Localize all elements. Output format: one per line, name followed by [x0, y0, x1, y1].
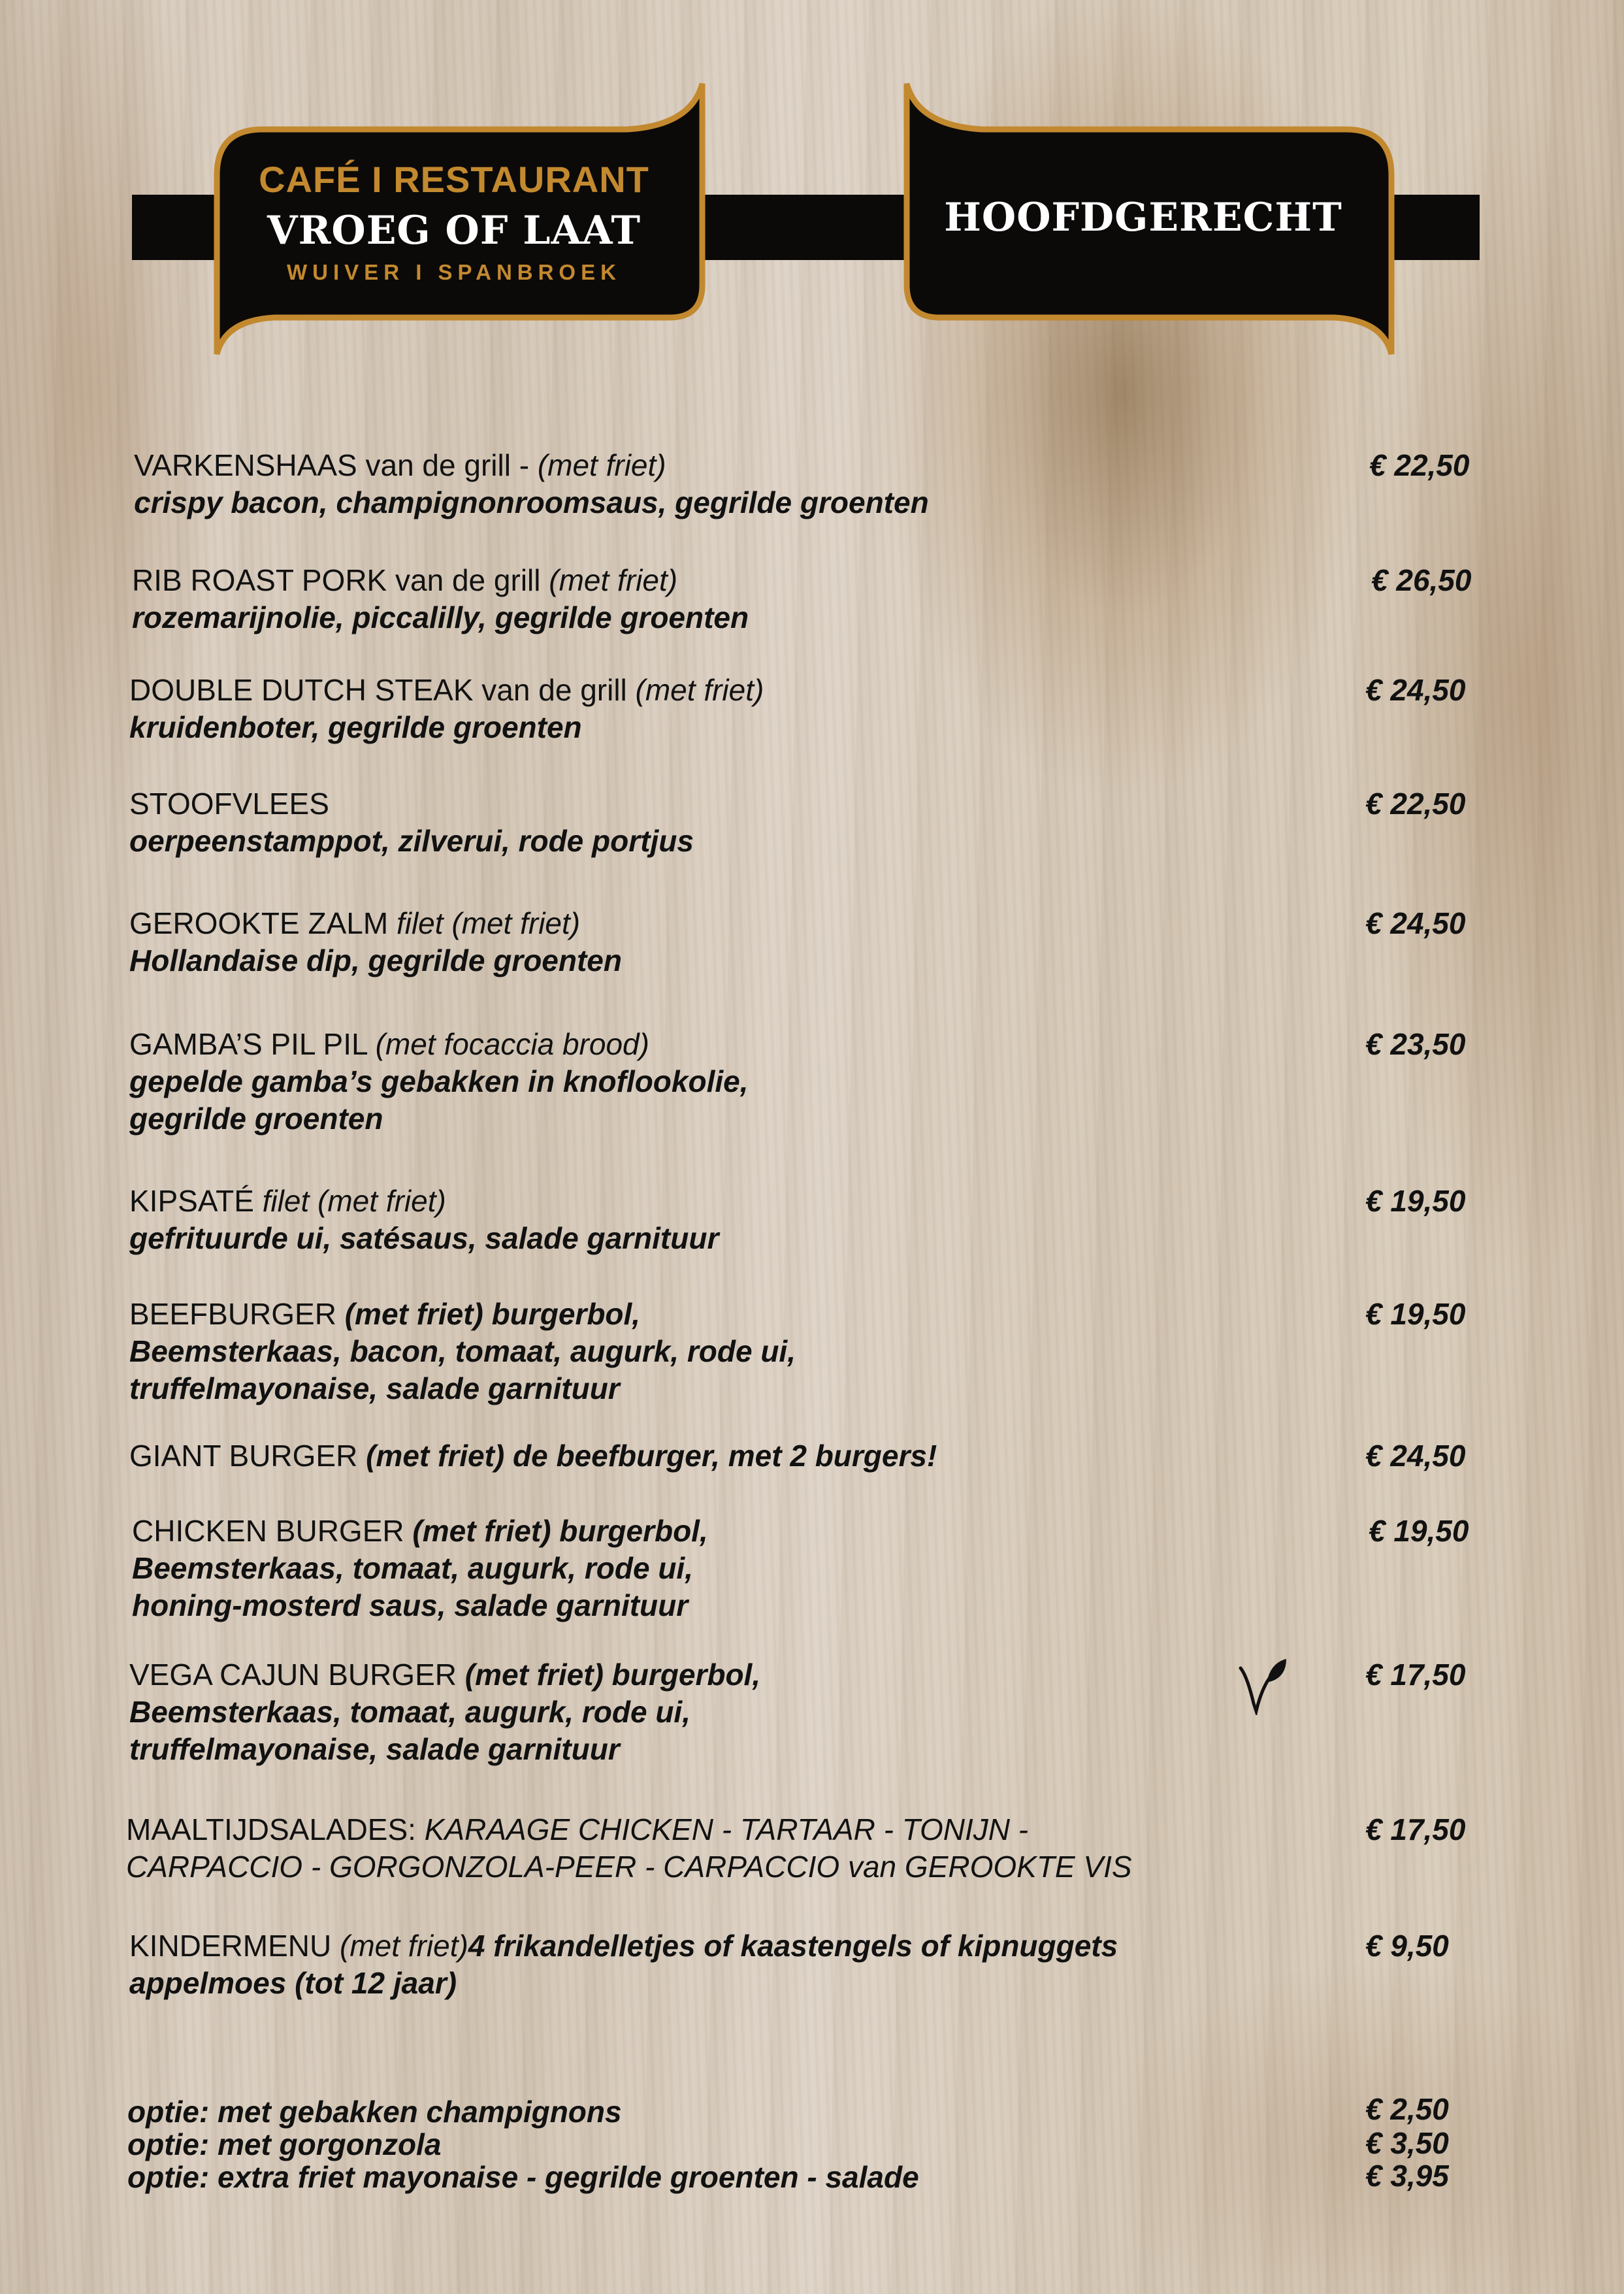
- dish-qualifier: van de grill: [473, 673, 636, 707]
- dish-qualifier: [416, 1812, 425, 1846]
- menu-item-title: [129, 1927, 1118, 1964]
- dish-price: € 19,50: [1369, 1514, 1469, 1548]
- dish-name: VARKENSHAAS: [134, 448, 357, 482]
- dish-qualifier: [254, 1184, 263, 1218]
- dish-description: crispy bacon, champignonroomsaus, gegrilde groenten: [134, 485, 929, 519]
- dish-qualifier: [388, 906, 397, 940]
- menu-item-title: [129, 1296, 640, 1332]
- dish-extra: (met friet) burgerbol,: [344, 1297, 641, 1331]
- dish-price: € 23,50: [1365, 1027, 1466, 1061]
- dish-description: CARPACCIO - GORGONZOLA-PEER - CARPACCIO van GEROOKTE VIS: [126, 1850, 1132, 1884]
- dish-extra: (met friet): [537, 448, 666, 482]
- dish-name: KIPSATÉ: [129, 1184, 254, 1218]
- dish-qualifier: [331, 1929, 340, 1963]
- dish-name: GIANT BURGER: [129, 1439, 358, 1473]
- menu-item-title: [129, 785, 329, 822]
- dish-extra: KARAAGE CHICKEN - TARTAAR - TONIJN -: [424, 1812, 1029, 1846]
- dish-extra: 4 frikandelletjes of kaastengels of kipnuggets: [468, 1929, 1118, 1963]
- menu-item-title: [129, 1437, 937, 1474]
- dish-price: € 26,50: [1371, 563, 1472, 597]
- dish-extra: (met friet) burgerbol,: [464, 1658, 761, 1692]
- dish-qualifier: van de grill -: [357, 448, 538, 482]
- dish-description: kruidenboter, gegrilde groenten: [129, 710, 582, 744]
- option-label: optie: met gebakken champignons: [127, 2095, 622, 2129]
- dish-extra: (met friet): [340, 1929, 468, 1963]
- menu-item-title: [129, 672, 764, 708]
- dish-price: € 24,50: [1365, 1439, 1466, 1473]
- dish-extra: (met friet) de beefburger, met 2 burgers!: [366, 1439, 937, 1473]
- dish-description: honing-mosterd saus, salade garnituur: [132, 1588, 689, 1622]
- option-label: optie: extra friet mayonaise - gegrilde groenten - salade: [127, 2160, 919, 2194]
- dish-name: BEEFBURGER: [129, 1297, 336, 1331]
- dish-qualifier: [457, 1658, 465, 1692]
- dish-price: € 22,50: [1365, 787, 1466, 821]
- dish-price: € 22,50: [1369, 448, 1470, 482]
- dish-extra: filet (met friet): [262, 1184, 446, 1218]
- dish-name: MAALTIJDSALADES:: [126, 1812, 416, 1846]
- dish-price: € 24,50: [1365, 673, 1466, 707]
- menu-item-title: [129, 905, 580, 942]
- dish-name: RIB ROAST PORK: [132, 563, 387, 597]
- dish-description: appelmoes (tot 12 jaar): [129, 1966, 457, 2000]
- dish-description: Beemsterkaas, bacon, tomaat, augurk, rode ui,: [129, 1334, 796, 1368]
- dish-description: oerpeenstamppot, zilverui, rode portjus: [129, 824, 694, 858]
- menu-item-title: [129, 1656, 760, 1693]
- dish-qualifier: [357, 1439, 366, 1473]
- dish-description: truffelmayonaise, salade garnituur: [129, 1371, 620, 1405]
- dish-name: GAMBA’S PIL PIL: [129, 1027, 367, 1061]
- menu-item-title: [132, 562, 677, 598]
- dish-extra: (met friet): [635, 673, 764, 707]
- dish-name: DOUBLE DUTCH STEAK: [129, 673, 474, 707]
- dish-extra: (met friet) burgerbol,: [412, 1514, 708, 1548]
- dish-name: CHICKEN BURGER: [132, 1514, 404, 1548]
- dish-price: € 17,50: [1365, 1658, 1466, 1692]
- menu-item-title: [129, 1183, 446, 1219]
- vegetarian-leaf-icon: [1238, 1656, 1290, 1715]
- section-title: HOOFDGERECHT: [944, 195, 1342, 240]
- dish-qualifier: [367, 1027, 376, 1061]
- dish-name: STOOFVLEES: [129, 787, 329, 821]
- menu-item-title: [126, 1811, 1028, 1848]
- dish-qualifier: [404, 1514, 413, 1548]
- dish-extra: (met friet): [549, 563, 678, 597]
- dish-description: Beemsterkaas, tomaat, augurk, rode ui,: [129, 1695, 690, 1729]
- logo-location: WUIVER I SPANBROEK: [287, 260, 621, 284]
- dish-price: € 24,50: [1365, 906, 1466, 940]
- logo-name: VROEG OF LAAT: [267, 208, 641, 254]
- dish-qualifier: [336, 1297, 345, 1331]
- dish-description: rozemarijnolie, piccalilly, gegrilde groenten: [132, 600, 749, 634]
- dish-extra: (met focaccia brood): [375, 1027, 649, 1061]
- dish-qualifier: van de grill: [387, 563, 549, 597]
- dish-extra: filet (met friet): [396, 906, 581, 940]
- dish-description: Hollandaise dip, gegrilde groenten: [129, 943, 622, 977]
- option-label: optie: met gorgonzola: [127, 2127, 442, 2161]
- dish-description: gepelde gamba’s gebakken in knoflookolie,: [129, 1064, 749, 1098]
- dish-name: VEGA CAJUN BURGER: [129, 1658, 457, 1692]
- dish-description: gefrituurde ui, satésaus, salade garnituur: [129, 1221, 719, 1255]
- logo-cafe-restaurant: CAFÉ I RESTAURANT: [259, 159, 649, 200]
- option-price: € 3,50: [1365, 2126, 1449, 2160]
- menu-item-title: [132, 1513, 708, 1549]
- dish-description: Beemsterkaas, tomaat, augurk, rode ui,: [132, 1551, 693, 1585]
- dish-price: € 17,50: [1365, 1812, 1466, 1846]
- dish-description: truffelmayonaise, salade garnituur: [129, 1732, 620, 1766]
- menu-item-title: [134, 447, 666, 483]
- option-price: € 2,50: [1365, 2092, 1449, 2126]
- dish-name: KINDERMENU: [129, 1929, 332, 1963]
- option-price: € 3,95: [1365, 2159, 1449, 2193]
- dish-price: € 19,50: [1365, 1297, 1466, 1331]
- menu-item-title: [129, 1026, 649, 1062]
- dish-name: GEROOKTE ZALM: [129, 906, 389, 940]
- dish-price: € 19,50: [1365, 1184, 1466, 1218]
- dish-description: gegrilde groenten: [129, 1102, 383, 1136]
- dish-price: € 9,50: [1365, 1929, 1449, 1963]
